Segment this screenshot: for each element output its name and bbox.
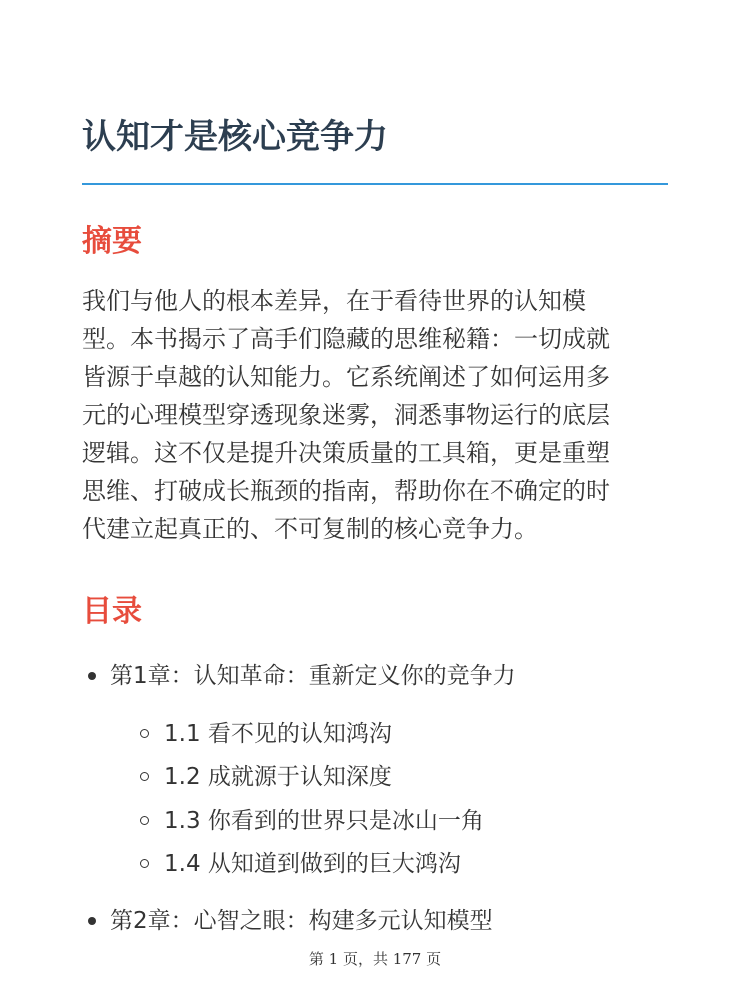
toc-section-label: 1.1 看不见的认知鸿沟 bbox=[164, 721, 392, 747]
abstract-line: 思维、打破成长瓶颈的指南，帮助你在不确定的时 bbox=[82, 477, 610, 505]
bullet-circle-icon bbox=[140, 729, 149, 738]
bullet-dot-icon bbox=[88, 917, 96, 925]
abstract-line: 型。本书揭示了高手们隐藏的思维秘籍：一切成就 bbox=[82, 325, 610, 353]
toc-heading: 目录 bbox=[82, 594, 142, 629]
bullet-circle-icon bbox=[140, 816, 149, 825]
abstract-paragraph bbox=[82, 282, 668, 548]
abstract-line: 逻辑。这不仅是提升决策质量的工具箱，更是重塑 bbox=[82, 439, 610, 467]
toc-section-1-2[interactable] bbox=[164, 760, 392, 794]
abstract-line: 皆源于卓越的认知能力。它系统阐述了如何运用多 bbox=[82, 363, 610, 391]
toc-chapter-label: 第2章：心智之眼：构建多元认知模型 bbox=[110, 908, 493, 934]
bullet-circle-icon bbox=[140, 859, 149, 868]
toc-section-label: 1.3 你看到的世界只是冰山一角 bbox=[164, 808, 484, 834]
toc-section-1-1[interactable] bbox=[164, 717, 392, 751]
page-number-footer: 第 1 页，共 177 页 bbox=[308, 950, 442, 968]
bullet-circle-icon bbox=[140, 772, 149, 781]
toc-section-1-4[interactable] bbox=[164, 847, 461, 881]
toc-chapter-label: 第1章：认知革命：重新定义你的竞争力 bbox=[110, 663, 516, 689]
abstract-line: 元的心理模型穿透现象迷雾，洞悉事物运行的底层 bbox=[82, 401, 610, 429]
toc-section-label: 1.4 从知道到做到的巨大鸿沟 bbox=[164, 851, 461, 877]
abstract-line: 我们与他人的根本差异，在于看待世界的认知模 bbox=[82, 287, 586, 315]
toc-section-1-3[interactable] bbox=[164, 804, 484, 838]
abstract-heading: 摘要 bbox=[82, 224, 142, 259]
document-title: 认知才是核心竞争力 bbox=[82, 117, 388, 157]
abstract-line: 代建立起真正的、不可复制的核心竞争力。 bbox=[82, 515, 538, 543]
toc-section-label: 1.2 成就源于认知深度 bbox=[164, 764, 392, 790]
toc-chapter-2[interactable] bbox=[110, 904, 493, 938]
title-divider bbox=[82, 183, 668, 185]
bullet-dot-icon bbox=[88, 672, 96, 680]
toc-chapter-1[interactable] bbox=[110, 659, 516, 693]
